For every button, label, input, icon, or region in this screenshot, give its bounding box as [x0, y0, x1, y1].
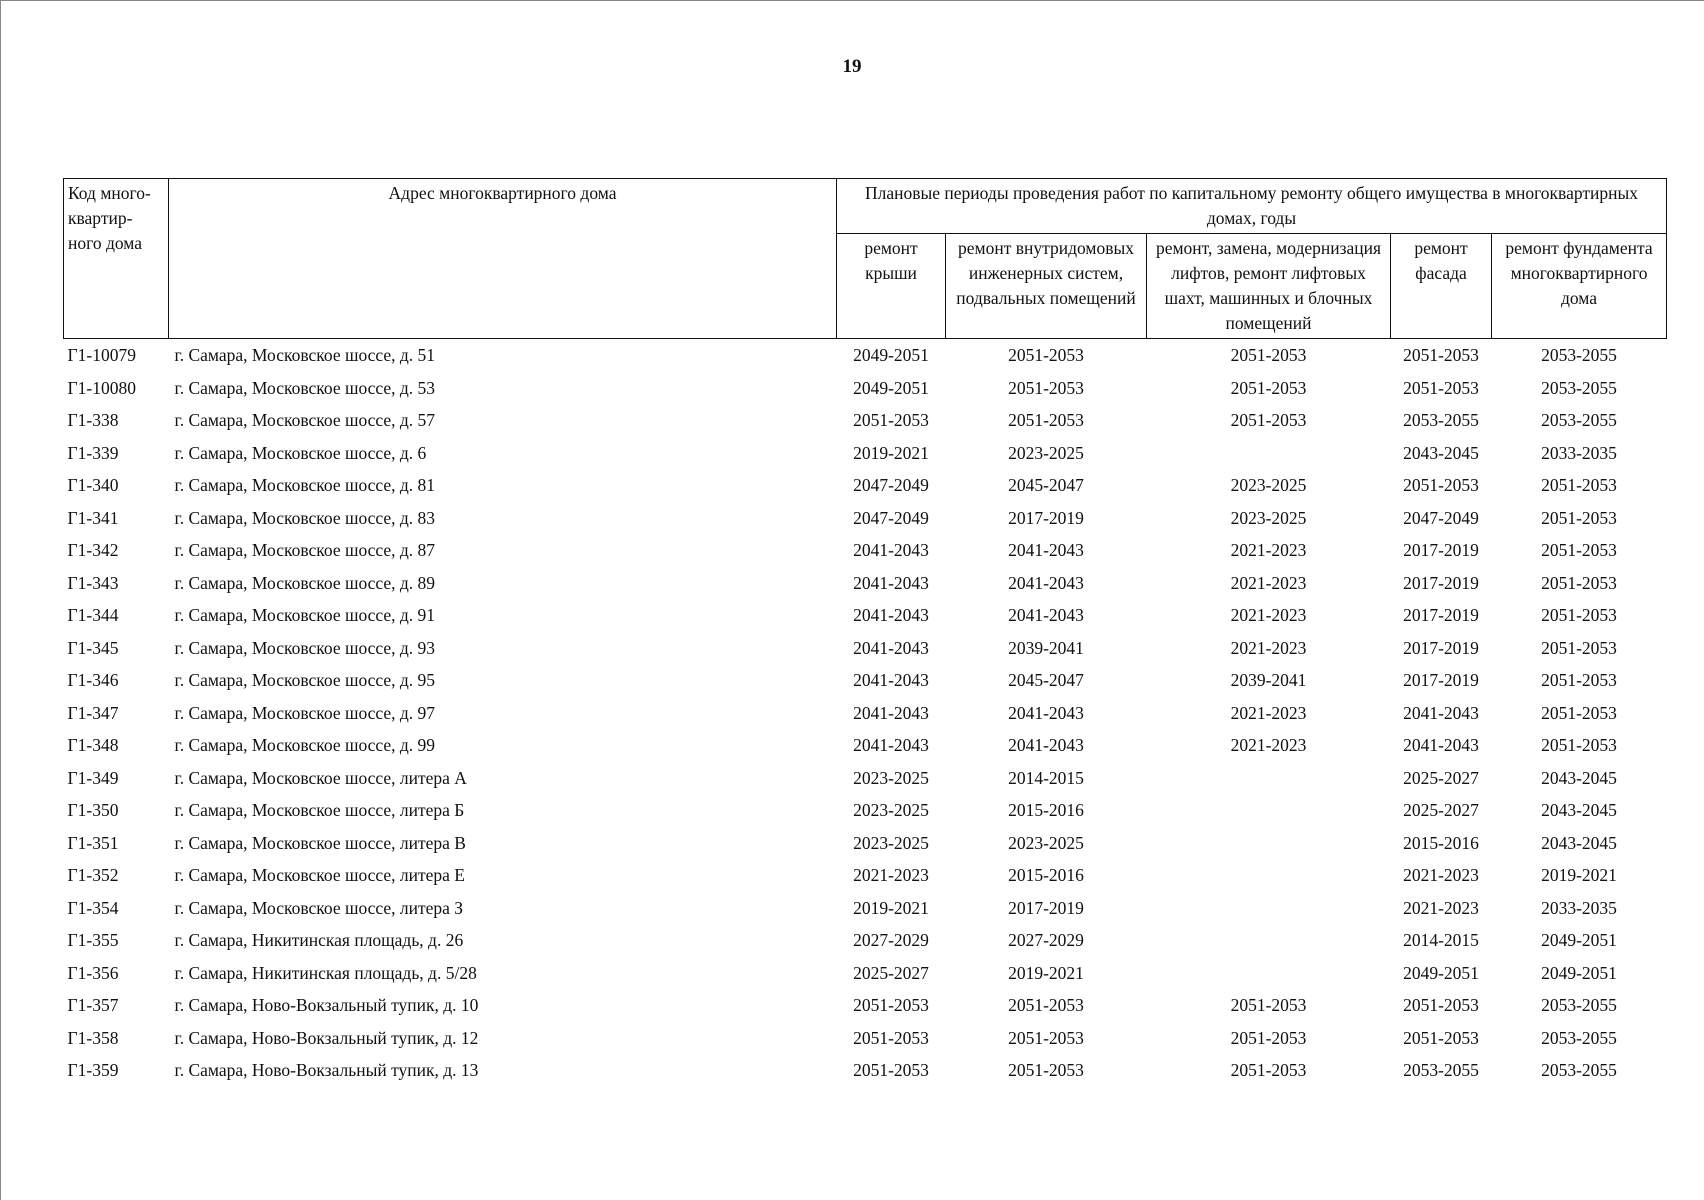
- cell-foundation: 2053-2055: [1541, 995, 1617, 1016]
- cell-systems: 2045-2047: [1008, 670, 1084, 691]
- cell-roof: 2051-2053: [853, 1060, 929, 1081]
- cell-address: г. Самара, Московское шоссе, д. 83: [174, 507, 436, 528]
- cell-systems: 2019-2021: [1008, 962, 1084, 983]
- cell-systems: 2041-2043: [1008, 572, 1084, 593]
- cell-foundation: 2051-2053: [1541, 670, 1617, 691]
- cell-systems: 2017-2019: [1008, 507, 1084, 528]
- cell-facade: 2025-2027: [1403, 767, 1479, 788]
- cell-code: Г1-10080: [67, 377, 136, 398]
- cell-address: г. Самара, Московское шоссе, д. 81: [174, 475, 436, 496]
- cell-foundation: 2043-2045: [1541, 832, 1617, 853]
- cell-roof: 2051-2053: [853, 1027, 929, 1048]
- cell-foundation: 2051-2053: [1541, 475, 1617, 496]
- cell-code: Г1-10079: [67, 345, 136, 366]
- cell-address: г. Самара, Московское шоссе, д. 95: [174, 670, 436, 691]
- cell-address: г. Самара, Ново-Вокзальный тупик, д. 12: [174, 1027, 479, 1048]
- cell-systems: 2051-2053: [1008, 345, 1084, 366]
- table-header: [64, 179, 1667, 339]
- cell-code: Г1-338: [67, 410, 119, 431]
- cell-code: Г1-356: [67, 962, 119, 983]
- cell-foundation: 2053-2055: [1541, 345, 1617, 366]
- cell-code: Г1-348: [67, 735, 119, 756]
- cell-code: Г1-358: [67, 1027, 119, 1048]
- cell-facade: 2017-2019: [1403, 605, 1479, 626]
- cell-lifts: 2051-2053: [1230, 1027, 1307, 1048]
- cell-lifts: [1147, 859, 1391, 892]
- cell-systems: 2041-2043: [1008, 702, 1084, 723]
- cell-roof: 2041-2043: [853, 540, 929, 561]
- cell-facade: 2025-2027: [1403, 800, 1479, 821]
- cell-lifts: [1147, 957, 1391, 990]
- cell-lifts: 2023-2025: [1230, 475, 1307, 496]
- cell-roof: 2041-2043: [853, 702, 929, 723]
- cell-facade: 2041-2043: [1403, 702, 1479, 723]
- cell-foundation: 2053-2055: [1541, 410, 1617, 431]
- cell-systems: 2041-2043: [1008, 605, 1084, 626]
- table-row: [64, 664, 1667, 697]
- table-row: [64, 859, 1667, 892]
- cell-code: Г1-345: [67, 637, 119, 658]
- cell-facade: 2047-2049: [1403, 507, 1479, 528]
- cell-foundation: 2051-2053: [1541, 572, 1617, 593]
- cell-systems: 2041-2043: [1008, 735, 1084, 756]
- cell-roof: 2047-2049: [853, 507, 929, 528]
- cell-address: г. Самара, Московское шоссе, литера А: [174, 767, 467, 788]
- cell-address: г. Самара, Московское шоссе, д. 89: [174, 572, 436, 593]
- page-number: 19: [842, 56, 862, 77]
- cell-foundation: 2033-2035: [1541, 897, 1617, 918]
- table-row: [64, 372, 1667, 405]
- cell-facade: 2017-2019: [1403, 670, 1479, 691]
- cell-foundation: 2051-2053: [1541, 637, 1617, 658]
- cell-foundation: 2053-2055: [1541, 1027, 1617, 1048]
- cell-code: Г1-357: [67, 995, 119, 1016]
- header-address: Адрес многоквартирного дома: [169, 179, 837, 339]
- cell-lifts: 2051-2053: [1230, 1060, 1307, 1081]
- cell-roof: 2021-2023: [853, 865, 929, 886]
- cell-code: Г1-342: [67, 540, 119, 561]
- cell-facade: 2021-2023: [1403, 865, 1479, 886]
- cell-code: Г1-344: [67, 605, 119, 626]
- cell-facade: 2053-2055: [1403, 410, 1479, 431]
- table-row: [64, 437, 1667, 470]
- cell-roof: 2019-2021: [853, 442, 929, 463]
- cell-systems: 2051-2053: [1008, 995, 1084, 1016]
- cell-lifts: [1147, 892, 1391, 925]
- table-row: [64, 469, 1667, 502]
- cell-code: Г1-340: [67, 475, 119, 496]
- cell-facade: 2051-2053: [1403, 345, 1479, 366]
- cell-facade: 2017-2019: [1403, 540, 1479, 561]
- cell-address: г. Самара, Московское шоссе, д. 97: [174, 702, 436, 723]
- cell-systems: 2014-2015: [1008, 767, 1084, 788]
- cell-lifts: 2021-2023: [1230, 572, 1307, 593]
- table-row: [64, 924, 1667, 957]
- cell-code: Г1-346: [67, 670, 119, 691]
- cell-roof: 2041-2043: [853, 572, 929, 593]
- cell-roof: 2041-2043: [853, 637, 929, 658]
- cell-lifts: 2051-2053: [1230, 995, 1307, 1016]
- cell-lifts: 2021-2023: [1230, 540, 1307, 561]
- cell-roof: 2023-2025: [853, 800, 929, 821]
- cell-code: Г1-347: [67, 702, 119, 723]
- cell-facade: 2043-2045: [1403, 442, 1479, 463]
- cell-roof: 2041-2043: [853, 605, 929, 626]
- header-planned-periods: Плановые периоды проведения работ по капитальному ремонту общего имущества в многоквартирных домах, годы: [837, 179, 1667, 234]
- cell-systems: 2041-2043: [1008, 540, 1084, 561]
- table-row: [64, 534, 1667, 567]
- header-facade: ремонт фасада: [1391, 234, 1492, 339]
- cell-address: г. Самара, Московское шоссе, д. 6: [174, 442, 427, 463]
- cell-address: г. Самара, Московское шоссе, литера Е: [174, 865, 465, 886]
- header-code: Код много-квартир-ного дома: [64, 179, 169, 339]
- cell-code: Г1-354: [67, 897, 119, 918]
- cell-roof: 2023-2025: [853, 832, 929, 853]
- cell-address: г. Самара, Московское шоссе, д. 87: [174, 540, 436, 561]
- cell-facade: 2021-2023: [1403, 897, 1479, 918]
- cell-lifts: 2051-2053: [1230, 345, 1307, 366]
- cell-roof: 2027-2029: [853, 930, 929, 951]
- table-row: [64, 404, 1667, 437]
- cell-roof: 2023-2025: [853, 767, 929, 788]
- cell-facade: 2015-2016: [1403, 832, 1479, 853]
- cell-systems: 2051-2053: [1008, 377, 1084, 398]
- cell-lifts: 2021-2023: [1230, 702, 1307, 723]
- cell-lifts: [1147, 794, 1391, 827]
- cell-foundation: 2049-2051: [1541, 930, 1617, 951]
- cell-lifts: [1147, 827, 1391, 860]
- cell-systems: 2045-2047: [1008, 475, 1084, 496]
- table-row: [64, 989, 1667, 1022]
- cell-foundation: 2051-2053: [1541, 507, 1617, 528]
- table-row: [64, 762, 1667, 795]
- cell-address: г. Самара, Московское шоссе, д. 57: [174, 410, 436, 431]
- cell-address: г. Самара, Московское шоссе, д. 91: [174, 605, 436, 626]
- cell-address: г. Самара, Московское шоссе, д. 51: [174, 345, 436, 366]
- cell-facade: 2041-2043: [1403, 735, 1479, 756]
- cell-address: г. Самара, Московское шоссе, д. 93: [174, 637, 436, 658]
- table-row: [64, 1054, 1667, 1087]
- cell-address: г. Самара, Московское шоссе, д. 99: [174, 735, 436, 756]
- cell-address: г. Самара, Московское шоссе, д. 53: [174, 377, 436, 398]
- cell-code: Г1-352: [67, 865, 119, 886]
- cell-address: г. Самара, Московское шоссе, литера В: [174, 832, 466, 853]
- table-body: [64, 339, 1667, 1087]
- cell-facade: 2051-2053: [1403, 995, 1479, 1016]
- cell-facade: 2053-2055: [1403, 1060, 1479, 1081]
- cell-foundation: 2051-2053: [1541, 702, 1617, 723]
- cell-code: Г1-350: [67, 800, 119, 821]
- cell-roof: 2025-2027: [853, 962, 929, 983]
- cell-foundation: 2043-2045: [1541, 767, 1617, 788]
- table-row: [64, 729, 1667, 762]
- cell-lifts: 2039-2041: [1230, 670, 1307, 691]
- table-row: [64, 957, 1667, 990]
- cell-lifts: [1147, 762, 1391, 795]
- cell-foundation: 2053-2055: [1541, 1060, 1617, 1081]
- table-row: [64, 339, 1667, 372]
- page-edge-top: [0, 0, 1704, 2]
- table-row: [64, 697, 1667, 730]
- cell-systems: 2015-2016: [1008, 800, 1084, 821]
- header-foundation: ремонт фундамента многоквартирного дома: [1492, 234, 1667, 339]
- cell-lifts: 2023-2025: [1230, 507, 1307, 528]
- cell-lifts: 2051-2053: [1230, 410, 1307, 431]
- cell-lifts: [1147, 924, 1391, 957]
- cell-lifts: 2021-2023: [1230, 605, 1307, 626]
- cell-facade: 2049-2051: [1403, 962, 1479, 983]
- cell-lifts: 2021-2023: [1230, 637, 1307, 658]
- cell-systems: 2039-2041: [1008, 637, 1084, 658]
- cell-code: Г1-339: [67, 442, 119, 463]
- repair-schedule-table: [63, 178, 1667, 1087]
- cell-address: г. Самара, Московское шоссе, литера З: [174, 897, 464, 918]
- cell-roof: 2047-2049: [853, 475, 929, 496]
- cell-address: г. Самара, Никитинская площадь, д. 5/28: [174, 962, 477, 983]
- cell-facade: 2051-2053: [1403, 377, 1479, 398]
- cell-roof: 2041-2043: [853, 735, 929, 756]
- cell-facade: 2051-2053: [1403, 1027, 1479, 1048]
- cell-code: Г1-343: [67, 572, 119, 593]
- cell-foundation: 2051-2053: [1541, 605, 1617, 626]
- cell-foundation: 2051-2053: [1541, 735, 1617, 756]
- table-row: [64, 599, 1667, 632]
- table-row: [64, 567, 1667, 600]
- cell-facade: 2051-2053: [1403, 475, 1479, 496]
- header-systems: ремонт внутридомовых инженерных систем, подвальных помещений: [946, 234, 1147, 339]
- cell-systems: 2015-2016: [1008, 865, 1084, 886]
- cell-address: г. Самара, Ново-Вокзальный тупик, д. 13: [174, 1060, 479, 1081]
- cell-code: Г1-355: [67, 930, 119, 951]
- header-lifts: ремонт, замена, модернизация лифтов, ремонт лифтовых шахт, машинных и блочных помещений: [1147, 234, 1391, 339]
- cell-foundation: 2043-2045: [1541, 800, 1617, 821]
- cell-systems: 2051-2053: [1008, 410, 1084, 431]
- page-edge-left: [0, 0, 2, 1200]
- cell-foundation: 2049-2051: [1541, 962, 1617, 983]
- cell-foundation: 2051-2053: [1541, 540, 1617, 561]
- table-row: [64, 892, 1667, 925]
- cell-systems: 2027-2029: [1008, 930, 1084, 951]
- cell-systems: 2017-2019: [1008, 897, 1084, 918]
- cell-systems: 2023-2025: [1008, 832, 1084, 853]
- cell-code: Г1-351: [67, 832, 119, 853]
- cell-address: г. Самара, Московское шоссе, литера Б: [174, 800, 465, 821]
- cell-systems: 2023-2025: [1008, 442, 1084, 463]
- cell-code: Г1-341: [67, 507, 119, 528]
- cell-foundation: 2019-2021: [1541, 865, 1617, 886]
- cell-code: Г1-359: [67, 1060, 119, 1081]
- cell-lifts: [1147, 437, 1391, 470]
- cell-foundation: 2033-2035: [1541, 442, 1617, 463]
- cell-address: г. Самара, Никитинская площадь, д. 26: [174, 930, 464, 951]
- cell-roof: 2051-2053: [853, 995, 929, 1016]
- cell-lifts: 2051-2053: [1230, 377, 1307, 398]
- table-row: [64, 827, 1667, 860]
- cell-facade: 2017-2019: [1403, 637, 1479, 658]
- table-row: [64, 502, 1667, 535]
- cell-foundation: 2053-2055: [1541, 377, 1617, 398]
- table-row: [64, 794, 1667, 827]
- cell-roof: 2049-2051: [853, 377, 929, 398]
- cell-address: г. Самара, Ново-Вокзальный тупик, д. 10: [174, 995, 479, 1016]
- cell-systems: 2051-2053: [1008, 1060, 1084, 1081]
- table-row: [64, 632, 1667, 665]
- cell-systems: 2051-2053: [1008, 1027, 1084, 1048]
- cell-roof: 2049-2051: [853, 345, 929, 366]
- cell-lifts: 2021-2023: [1230, 735, 1307, 756]
- cell-roof: 2051-2053: [853, 410, 929, 431]
- header-roof: ремонт крыши: [837, 234, 946, 339]
- table-row: [64, 1022, 1667, 1055]
- cell-facade: 2017-2019: [1403, 572, 1479, 593]
- cell-code: Г1-349: [67, 767, 119, 788]
- cell-roof: 2019-2021: [853, 897, 929, 918]
- cell-roof: 2041-2043: [853, 670, 929, 691]
- cell-facade: 2014-2015: [1403, 930, 1479, 951]
